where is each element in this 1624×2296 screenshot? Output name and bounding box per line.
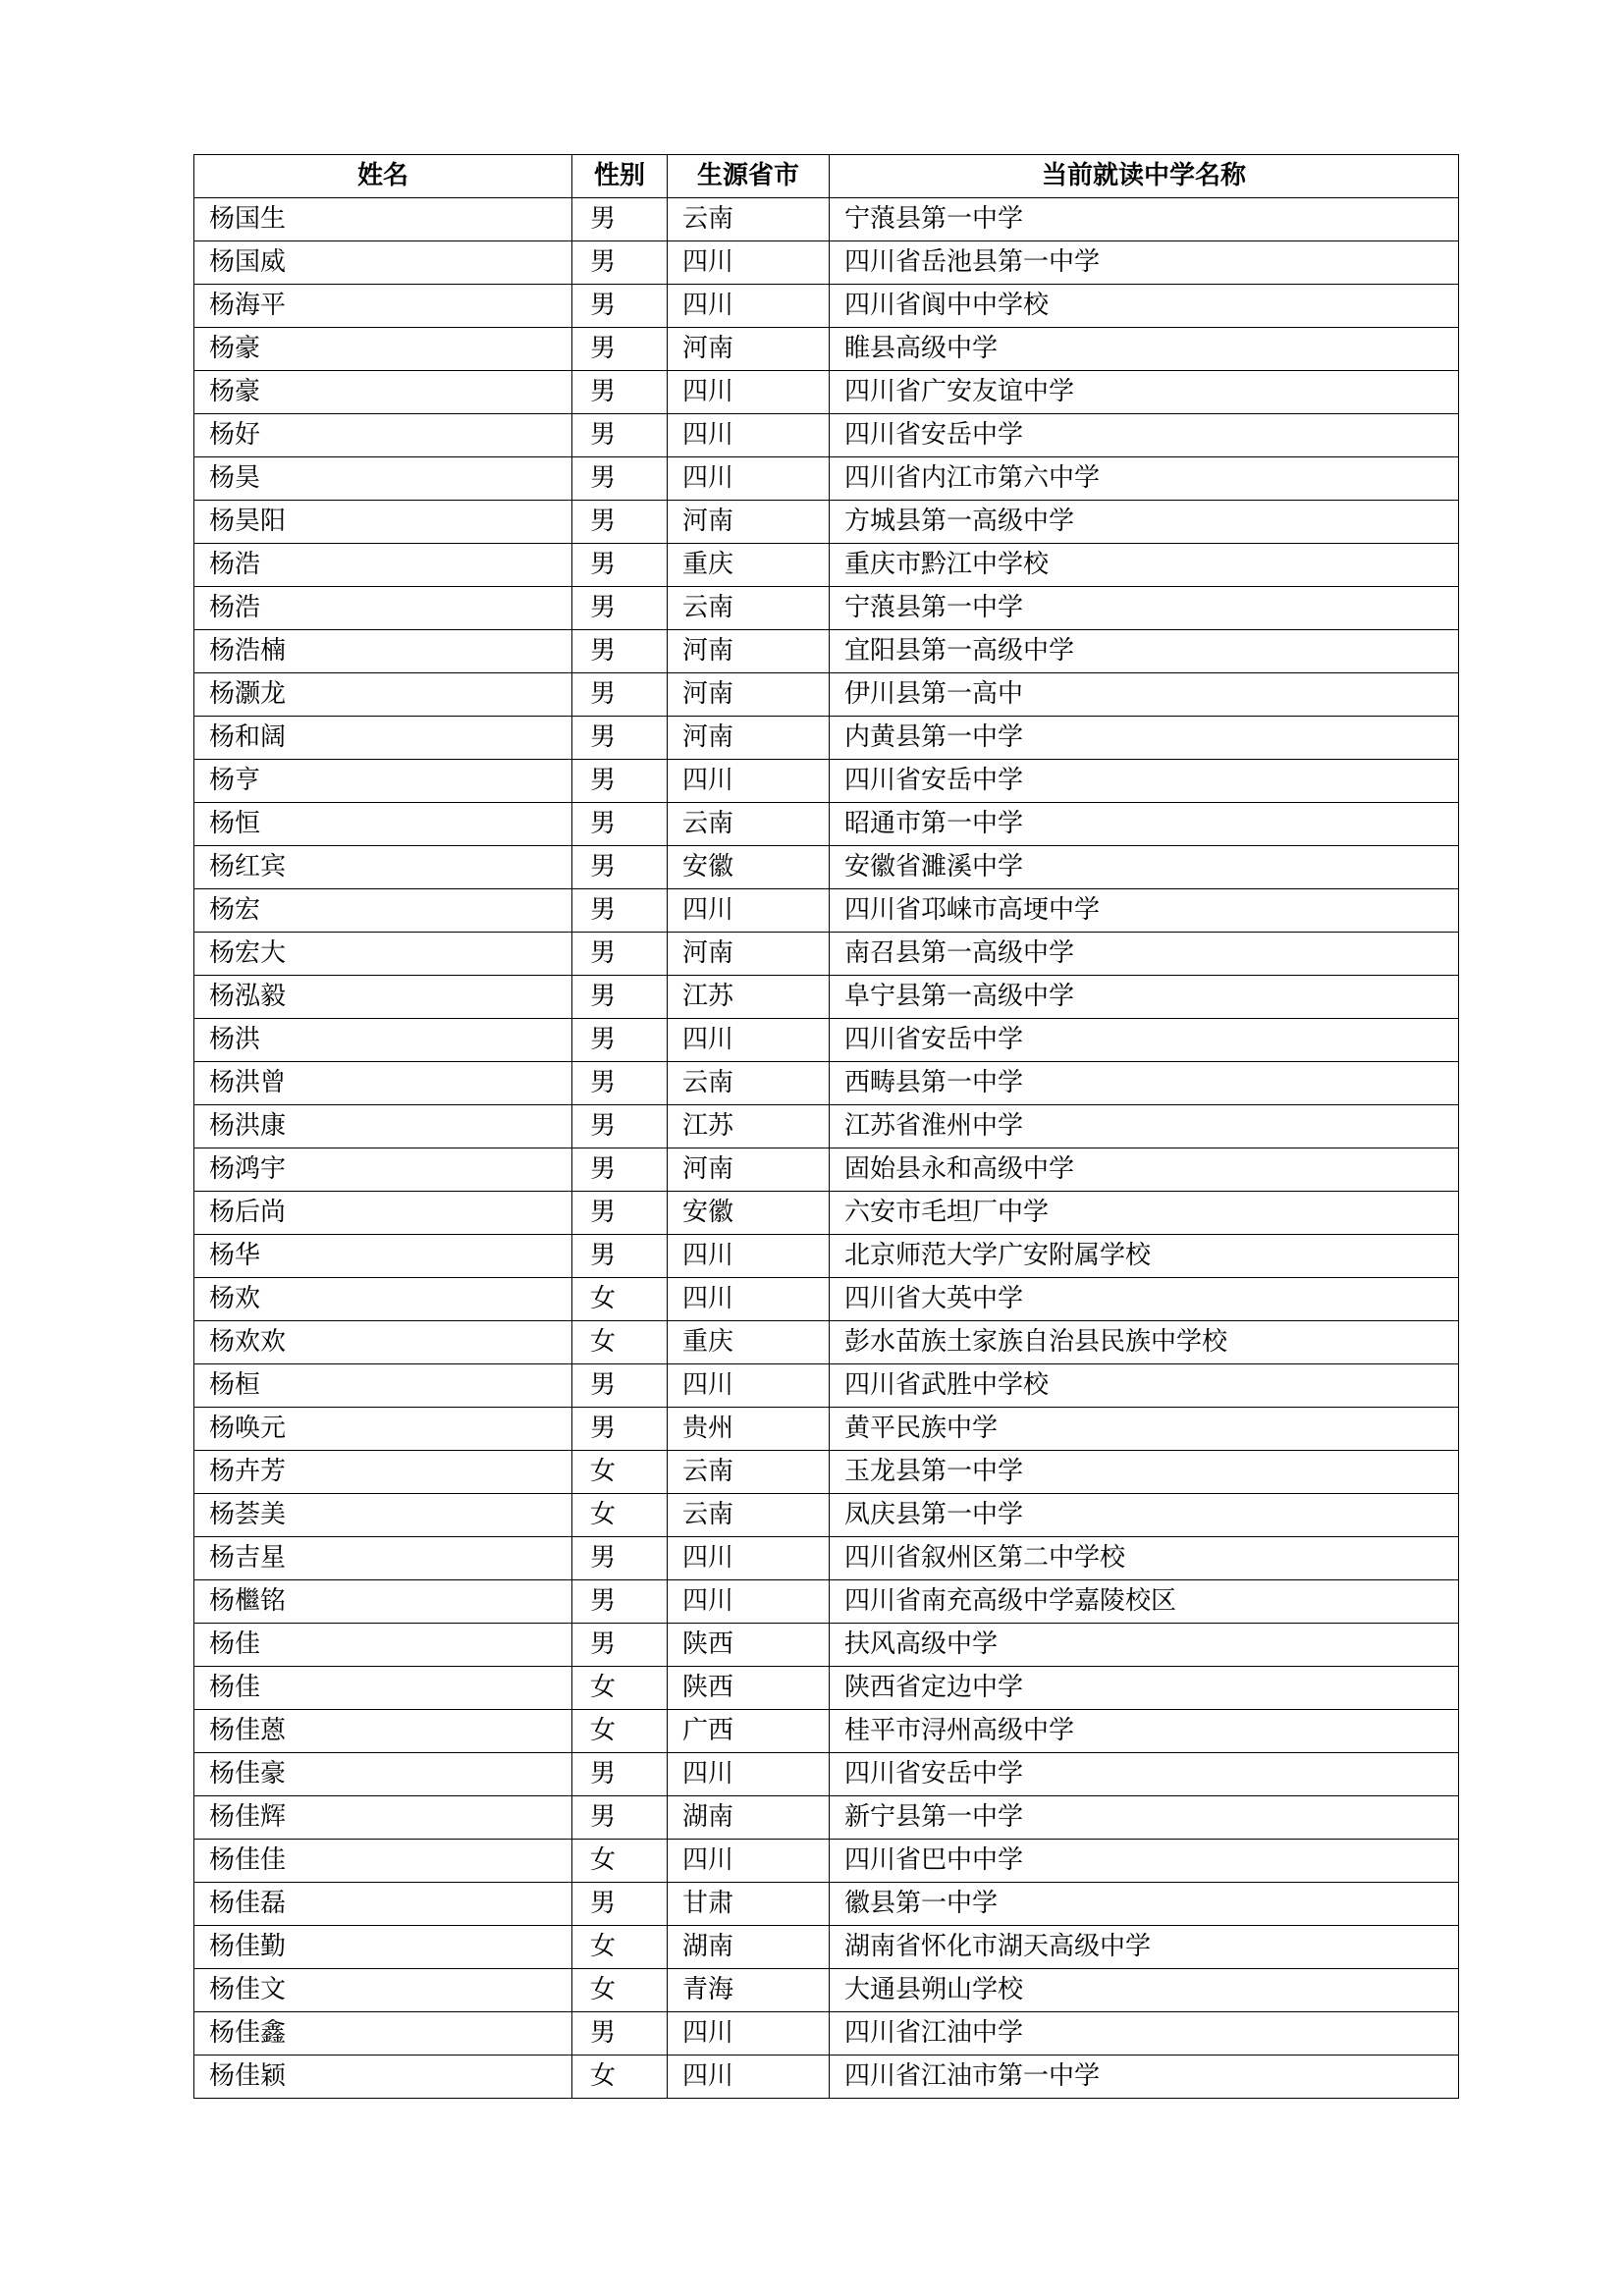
- cell-province: 四川: [668, 889, 830, 933]
- cell-gender: 女: [572, 1278, 668, 1321]
- cell-province: 河南: [668, 673, 830, 717]
- cell-province: 云南: [668, 587, 830, 630]
- cell-province: 河南: [668, 933, 830, 976]
- cell-province: 四川: [668, 1019, 830, 1062]
- cell-gender: 男: [572, 198, 668, 241]
- cell-name: 杨灏龙: [194, 673, 572, 717]
- cell-school: 宁蒗县第一中学: [830, 587, 1459, 630]
- cell-province: 四川: [668, 2012, 830, 2056]
- cell-school: 西畴县第一中学: [830, 1062, 1459, 1105]
- cell-school: 四川省内江市第六中学: [830, 457, 1459, 501]
- cell-province: 四川: [668, 1753, 830, 1796]
- cell-name: 杨佳: [194, 1624, 572, 1667]
- cell-school: 玉龙县第一中学: [830, 1451, 1459, 1494]
- cell-school: 四川省江油市第一中学: [830, 2056, 1459, 2099]
- cell-name: 杨欢: [194, 1278, 572, 1321]
- cell-school: 四川省广安友谊中学: [830, 371, 1459, 414]
- cell-province: 陕西: [668, 1624, 830, 1667]
- cell-province: 四川: [668, 1235, 830, 1278]
- cell-gender: 男: [572, 803, 668, 846]
- cell-name: 杨洪曾: [194, 1062, 572, 1105]
- table-body: [194, 198, 1459, 2099]
- cell-school: 宜阳县第一高级中学: [830, 630, 1459, 673]
- cell-name: 杨佳颖: [194, 2056, 572, 2099]
- cell-gender: 男: [572, 846, 668, 889]
- cell-name: 杨豪: [194, 328, 572, 371]
- cell-name: 杨国威: [194, 241, 572, 285]
- cell-school: 凤庆县第一中学: [830, 1494, 1459, 1537]
- cell-gender: 男: [572, 544, 668, 587]
- cell-gender: 女: [572, 1926, 668, 1969]
- cell-gender: 男: [572, 1235, 668, 1278]
- table-row: [194, 630, 1459, 673]
- cell-gender: 男: [572, 933, 668, 976]
- cell-province: 四川: [668, 1278, 830, 1321]
- cell-gender: 女: [572, 1321, 668, 1364]
- table-row: [194, 2056, 1459, 2099]
- cell-school: 四川省武胜中学校: [830, 1364, 1459, 1408]
- table-row: [194, 371, 1459, 414]
- cell-gender: 女: [572, 1451, 668, 1494]
- cell-gender: 男: [572, 1796, 668, 1840]
- cell-name: 杨浩: [194, 587, 572, 630]
- cell-name: 杨红宾: [194, 846, 572, 889]
- cell-gender: 男: [572, 1753, 668, 1796]
- table-row: [194, 1408, 1459, 1451]
- cell-school: 四川省安岳中学: [830, 414, 1459, 457]
- cell-gender: 男: [572, 673, 668, 717]
- table-row: [194, 1840, 1459, 1883]
- table-row: [194, 760, 1459, 803]
- table-row: [194, 1753, 1459, 1796]
- cell-gender: 男: [572, 1580, 668, 1624]
- cell-school: 大通县朔山学校: [830, 1969, 1459, 2012]
- table-row: [194, 241, 1459, 285]
- cell-province: 陕西: [668, 1667, 830, 1710]
- cell-gender: 男: [572, 587, 668, 630]
- cell-gender: 男: [572, 1537, 668, 1580]
- table-row: [194, 1796, 1459, 1840]
- cell-gender: 男: [572, 285, 668, 328]
- cell-province: 云南: [668, 1494, 830, 1537]
- cell-province: 云南: [668, 198, 830, 241]
- cell-gender: 男: [572, 501, 668, 544]
- cell-school: 南召县第一高级中学: [830, 933, 1459, 976]
- cell-name: 杨佳佳: [194, 1840, 572, 1883]
- cell-gender: 男: [572, 1105, 668, 1148]
- table-row: [194, 501, 1459, 544]
- cell-school: 六安市毛坦厂中学: [830, 1192, 1459, 1235]
- cell-name: 杨欢欢: [194, 1321, 572, 1364]
- table-row: [194, 1235, 1459, 1278]
- cell-province: 安徽: [668, 846, 830, 889]
- cell-gender: 男: [572, 1624, 668, 1667]
- table-row: [194, 1148, 1459, 1192]
- cell-school: 重庆市黔江中学校: [830, 544, 1459, 587]
- cell-school: 北京师范大学广安附属学校: [830, 1235, 1459, 1278]
- cell-name: 杨佳辉: [194, 1796, 572, 1840]
- cell-school: 宁蒗县第一中学: [830, 198, 1459, 241]
- table-row: [194, 889, 1459, 933]
- table-row: [194, 1192, 1459, 1235]
- cell-province: 河南: [668, 717, 830, 760]
- table-row: [194, 1321, 1459, 1364]
- cell-gender: 男: [572, 328, 668, 371]
- cell-province: 四川: [668, 1580, 830, 1624]
- cell-school: 四川省巴中中学: [830, 1840, 1459, 1883]
- cell-gender: 男: [572, 1148, 668, 1192]
- cell-province: 四川: [668, 760, 830, 803]
- cell-gender: 男: [572, 2012, 668, 2056]
- table-header-row: [194, 155, 1459, 198]
- table-row: [194, 1278, 1459, 1321]
- cell-school: 扶风高级中学: [830, 1624, 1459, 1667]
- table-row: [194, 673, 1459, 717]
- cell-school: 方城县第一高级中学: [830, 501, 1459, 544]
- cell-school: 四川省南充高级中学嘉陵校区: [830, 1580, 1459, 1624]
- cell-gender: 男: [572, 241, 668, 285]
- cell-school: 黄平民族中学: [830, 1408, 1459, 1451]
- table-row: [194, 933, 1459, 976]
- cell-name: 杨桓: [194, 1364, 572, 1408]
- table-row: [194, 717, 1459, 760]
- table-row: [194, 285, 1459, 328]
- cell-school: 睢县高级中学: [830, 328, 1459, 371]
- cell-school: 四川省安岳中学: [830, 760, 1459, 803]
- cell-gender: 男: [572, 1062, 668, 1105]
- cell-province: 重庆: [668, 1321, 830, 1364]
- cell-name: 杨佳豪: [194, 1753, 572, 1796]
- cell-name: 杨宏大: [194, 933, 572, 976]
- cell-name: 杨佳文: [194, 1969, 572, 2012]
- cell-name: 杨宏: [194, 889, 572, 933]
- cell-school: 彭水苗族土家族自治县民族中学校: [830, 1321, 1459, 1364]
- cell-name: 杨佳蒽: [194, 1710, 572, 1753]
- cell-gender: 男: [572, 414, 668, 457]
- cell-gender: 男: [572, 371, 668, 414]
- cell-school: 桂平市浔州高级中学: [830, 1710, 1459, 1753]
- cell-school: 昭通市第一中学: [830, 803, 1459, 846]
- table-row: [194, 1926, 1459, 1969]
- cell-gender: 男: [572, 976, 668, 1019]
- cell-province: 青海: [668, 1969, 830, 2012]
- cell-school: 四川省阆中中学校: [830, 285, 1459, 328]
- cell-name: 杨浩楠: [194, 630, 572, 673]
- cell-gender: 男: [572, 1364, 668, 1408]
- cell-school: 徽县第一中学: [830, 1883, 1459, 1926]
- cell-gender: 男: [572, 1883, 668, 1926]
- cell-school: 四川省安岳中学: [830, 1019, 1459, 1062]
- cell-province: 四川: [668, 2056, 830, 2099]
- cell-name: 杨亨: [194, 760, 572, 803]
- cell-school: 四川省安岳中学: [830, 1753, 1459, 1796]
- student-table: [193, 154, 1459, 2099]
- header-name: 姓名: [194, 155, 572, 198]
- table-row: [194, 1624, 1459, 1667]
- cell-province: 湖南: [668, 1926, 830, 1969]
- header-gender: 性别: [572, 155, 668, 198]
- cell-name: 杨华: [194, 1235, 572, 1278]
- cell-name: 杨海平: [194, 285, 572, 328]
- cell-province: 四川: [668, 241, 830, 285]
- cell-name: 杨恒: [194, 803, 572, 846]
- cell-province: 四川: [668, 1537, 830, 1580]
- table-row: [194, 1883, 1459, 1926]
- cell-gender: 女: [572, 1840, 668, 1883]
- table-row: [194, 414, 1459, 457]
- cell-school: 江苏省淮州中学: [830, 1105, 1459, 1148]
- cell-name: 杨和阔: [194, 717, 572, 760]
- cell-province: 甘肃: [668, 1883, 830, 1926]
- cell-province: 湖南: [668, 1796, 830, 1840]
- cell-province: 广西: [668, 1710, 830, 1753]
- cell-name: 杨后尚: [194, 1192, 572, 1235]
- cell-school: 新宁县第一中学: [830, 1796, 1459, 1840]
- table-row: [194, 198, 1459, 241]
- cell-name: 杨荟美: [194, 1494, 572, 1537]
- table-row: [194, 2012, 1459, 2056]
- table-row: [194, 457, 1459, 501]
- cell-name: 杨洪: [194, 1019, 572, 1062]
- cell-name: 杨檵铭: [194, 1580, 572, 1624]
- cell-name: 杨洪康: [194, 1105, 572, 1148]
- table-row: [194, 1580, 1459, 1624]
- cell-name: 杨吉星: [194, 1537, 572, 1580]
- table-row: [194, 1451, 1459, 1494]
- cell-name: 杨佳: [194, 1667, 572, 1710]
- cell-name: 杨唤元: [194, 1408, 572, 1451]
- cell-name: 杨佳勤: [194, 1926, 572, 1969]
- cell-province: 河南: [668, 630, 830, 673]
- cell-province: 江苏: [668, 976, 830, 1019]
- cell-province: 河南: [668, 1148, 830, 1192]
- cell-province: 四川: [668, 1364, 830, 1408]
- cell-school: 四川省江油中学: [830, 2012, 1459, 2056]
- cell-gender: 男: [572, 760, 668, 803]
- cell-province: 云南: [668, 1451, 830, 1494]
- cell-gender: 女: [572, 1494, 668, 1537]
- cell-name: 杨鸿宇: [194, 1148, 572, 1192]
- table-row: [194, 1105, 1459, 1148]
- cell-province: 河南: [668, 501, 830, 544]
- cell-school: 伊川县第一高中: [830, 673, 1459, 717]
- table-row: [194, 1537, 1459, 1580]
- cell-school: 四川省邛崃市高埂中学: [830, 889, 1459, 933]
- cell-school: 固始县永和高级中学: [830, 1148, 1459, 1192]
- cell-province: 重庆: [668, 544, 830, 587]
- table-row: [194, 976, 1459, 1019]
- cell-school: 安徽省濉溪中学: [830, 846, 1459, 889]
- header-province: 生源省市: [668, 155, 830, 198]
- table-row: [194, 1969, 1459, 2012]
- table-row: [194, 1364, 1459, 1408]
- cell-province: 贵州: [668, 1408, 830, 1451]
- cell-school: 湖南省怀化市湖天高级中学: [830, 1926, 1459, 1969]
- cell-province: 四川: [668, 371, 830, 414]
- cell-name: 杨佳磊: [194, 1883, 572, 1926]
- cell-school: 四川省叙州区第二中学校: [830, 1537, 1459, 1580]
- cell-name: 杨好: [194, 414, 572, 457]
- cell-gender: 男: [572, 717, 668, 760]
- cell-gender: 女: [572, 1710, 668, 1753]
- cell-school: 陕西省定边中学: [830, 1667, 1459, 1710]
- cell-school: 四川省大英中学: [830, 1278, 1459, 1321]
- cell-name: 杨豪: [194, 371, 572, 414]
- cell-gender: 男: [572, 1408, 668, 1451]
- cell-province: 四川: [668, 1840, 830, 1883]
- cell-school: 阜宁县第一高级中学: [830, 976, 1459, 1019]
- table-row: [194, 803, 1459, 846]
- table-row: [194, 328, 1459, 371]
- table-row: [194, 1710, 1459, 1753]
- cell-province: 四川: [668, 414, 830, 457]
- table-row: [194, 846, 1459, 889]
- cell-gender: 男: [572, 1192, 668, 1235]
- cell-gender: 男: [572, 457, 668, 501]
- cell-school: 内黄县第一中学: [830, 717, 1459, 760]
- cell-province: 云南: [668, 1062, 830, 1105]
- table-row: [194, 1062, 1459, 1105]
- cell-gender: 女: [572, 1969, 668, 2012]
- cell-name: 杨昊: [194, 457, 572, 501]
- cell-province: 四川: [668, 285, 830, 328]
- cell-gender: 女: [572, 1667, 668, 1710]
- cell-name: 杨浩: [194, 544, 572, 587]
- table-row: [194, 1019, 1459, 1062]
- cell-gender: 男: [572, 889, 668, 933]
- header-school: 当前就读中学名称: [830, 155, 1459, 198]
- cell-province: 河南: [668, 328, 830, 371]
- cell-province: 江苏: [668, 1105, 830, 1148]
- cell-name: 杨泓毅: [194, 976, 572, 1019]
- table-row: [194, 587, 1459, 630]
- cell-name: 杨昊阳: [194, 501, 572, 544]
- cell-name: 杨卉芳: [194, 1451, 572, 1494]
- cell-name: 杨佳鑫: [194, 2012, 572, 2056]
- table-row: [194, 1667, 1459, 1710]
- table-row: [194, 1494, 1459, 1537]
- table-row: [194, 544, 1459, 587]
- cell-province: 安徽: [668, 1192, 830, 1235]
- cell-province: 四川: [668, 457, 830, 501]
- cell-gender: 男: [572, 1019, 668, 1062]
- cell-gender: 女: [572, 2056, 668, 2099]
- cell-province: 云南: [668, 803, 830, 846]
- cell-name: 杨国生: [194, 198, 572, 241]
- cell-gender: 男: [572, 630, 668, 673]
- cell-school: 四川省岳池县第一中学: [830, 241, 1459, 285]
